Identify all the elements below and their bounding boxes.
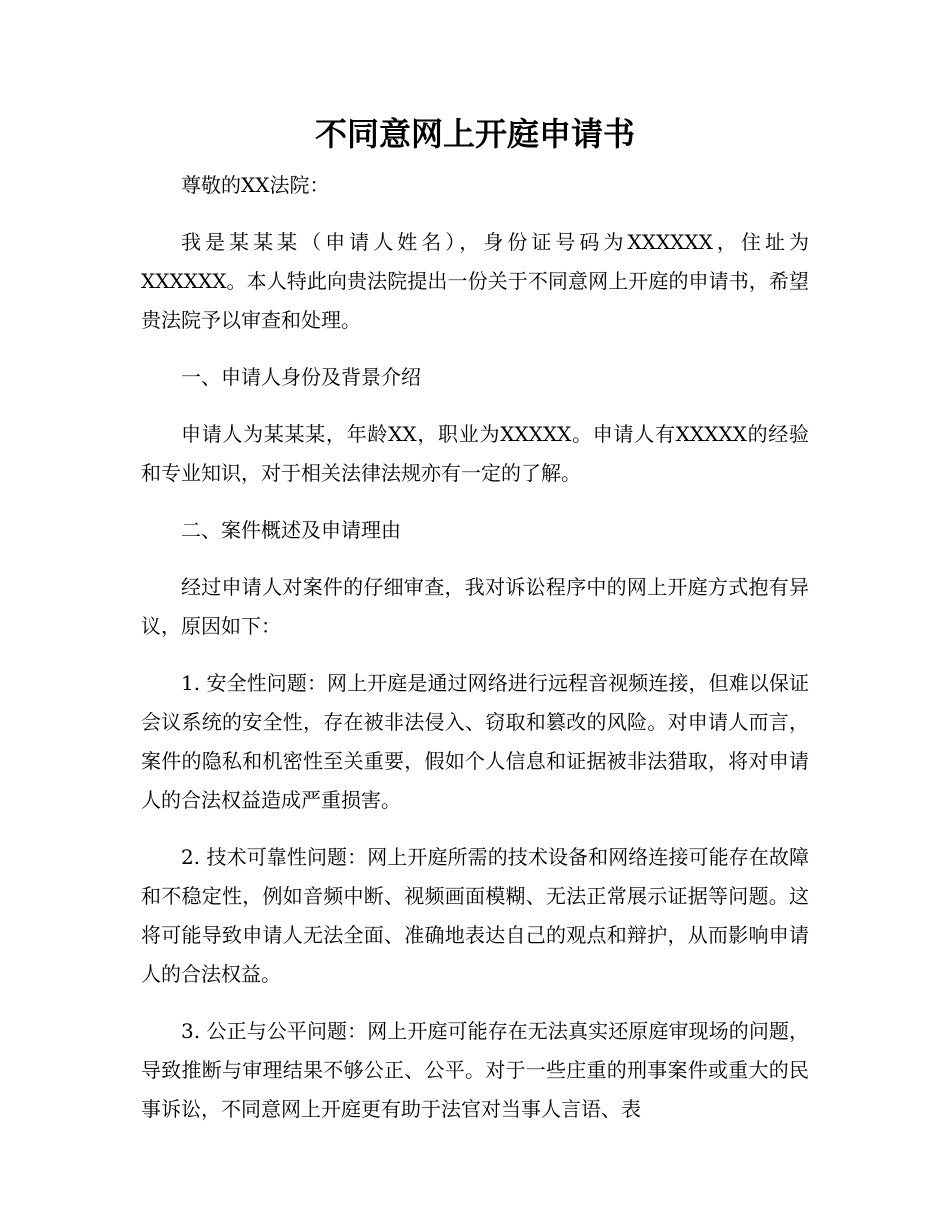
section-heading-2: 二、案件概述及申请理由: [181, 518, 401, 542]
paragraph-case-overview: 经过申请人对案件的仔细审查，我对诉讼程序中的网上开庭方式抱有异议，原因如下：: [141, 575, 809, 638]
paragraph-intro: 我是某某某（申请人姓名），身份证号码为XXXXXX，住址为XXXXXX。本人特此向贵法院提出一份关于不同意网上开庭的申请书，希望贵法院予以审查和处理。: [141, 230, 809, 332]
paragraph-reason-security: 1. 安全性问题：网上开庭是通过网络进行远程音视频连接，但难以保证会议系统的安全性，存在被非法侵入、窃取和篡改的风险。对申请人而言，案件的隐私和机密性至关重要，假如个人信息和证据被非法猎取，将对申请人的合法权益造成严重损害。: [141, 671, 809, 812]
document-body: [141, 166, 809, 1147]
paragraph-reason-fairness: 3. 公正与公平问题：网上开庭可能存在无法真实还原庭审现场的问题，导致推断与审理结果不够公正、公平。对于一些庄重的刑事案件或重大的民事诉讼，不同意网上开庭更有助于法官对当事人言语、表: [141, 1019, 809, 1121]
salutation: 尊敬的XX法院：: [181, 173, 330, 197]
section-heading-1: 一、申请人身份及背景介绍: [181, 365, 421, 389]
paragraph-applicant-background: 申请人为某某某，年龄XX，职业为XXXXX。申请人有XXXXX的经验和专业知识，对于相关法律法规亦有一定的了解。: [141, 422, 809, 485]
document-title: 不同意网上开庭申请书: [314, 115, 635, 153]
paragraph-reason-reliability: 2. 技术可靠性问题：网上开庭所需的技术设备和网络连接可能存在故障和不稳定性，例如音频中断、视频画面模糊、无法正常展示证据等问题。这将可能导致申请人无法全面、准确地表达自己的观点和辩护，从而影响申请人的合法权益。: [141, 845, 809, 986]
